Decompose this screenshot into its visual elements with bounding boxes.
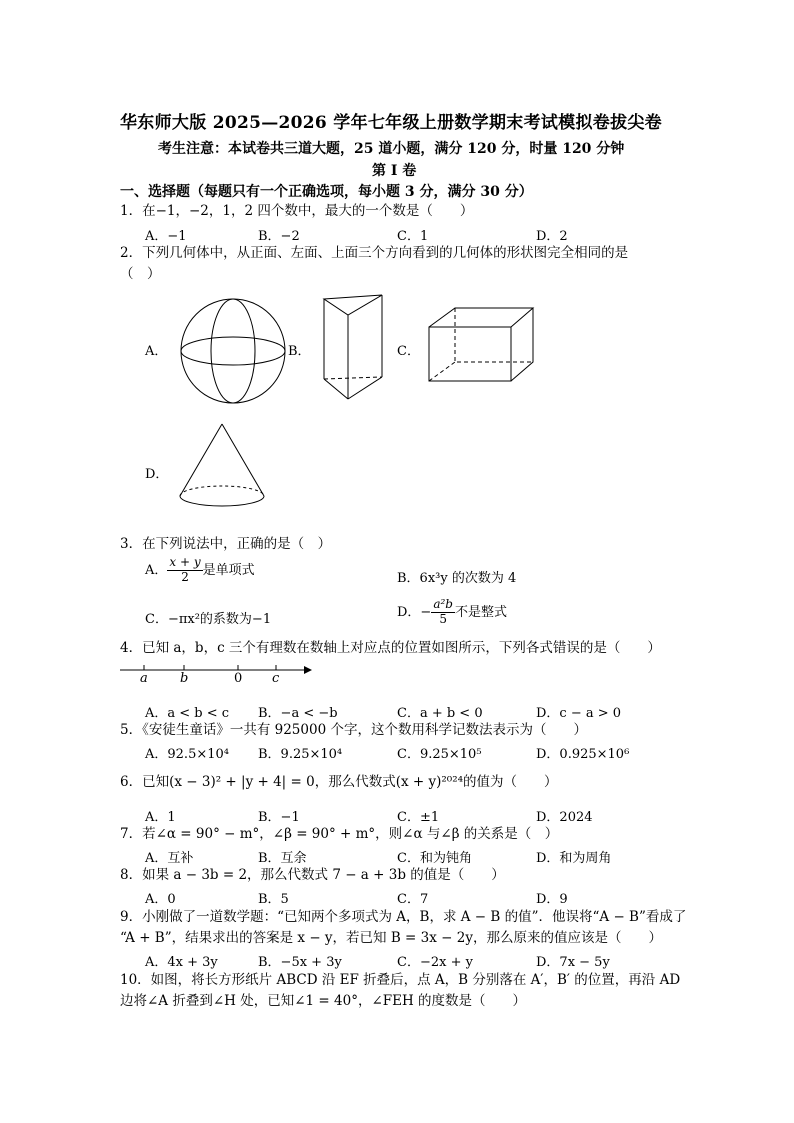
q9-option-d[interactable]: D．7x − 5y <box>536 955 610 970</box>
q3-option-a-fraction <box>167 556 202 585</box>
q8-option-d[interactable]: D．9 <box>536 892 568 907</box>
q3-option-a-label: A． <box>145 562 168 578</box>
q3-option-c[interactable]: C．−πx²的系数为−1 <box>145 612 272 627</box>
page-title: 华东师大版 2025—2026 学年七年级上册数学期末考试模拟卷拔尖卷 <box>120 113 662 133</box>
q9-option-b[interactable]: B．−5x + 3y <box>258 955 342 970</box>
fraction-denominator: 2 <box>181 569 189 584</box>
q6-option-c[interactable]: C．±1 <box>397 810 440 825</box>
fraction-numerator: x + y <box>169 555 201 569</box>
question-6-text: 6．已知(x − 3)² + |y + 4| = 0，那么代数式(x + y)²⁰²⁴的值为（ ） <box>120 774 558 790</box>
q5-option-d[interactable]: D．0.925×10⁶ <box>536 747 630 762</box>
cone-icon <box>177 422 269 512</box>
q7-option-b[interactable]: B．互余 <box>258 851 307 866</box>
q5-option-c[interactable]: C．9.25×10⁵ <box>397 747 482 762</box>
question-10-text: 10．如图，将长方形纸片 ABCD 沿 EF 折叠后，点 A，B 分别落在 A′，B′ 的位置，再沿 AD <box>120 972 681 988</box>
q7-option-c[interactable]: C．和为钝角 <box>397 851 472 866</box>
q6-option-a[interactable]: A．1 <box>145 810 176 825</box>
q2-option-b[interactable]: B． <box>288 344 311 359</box>
question-8-text: 8．如果 a − 3b = 2，那么代数式 7 − a + 3b 的值是（ ） <box>120 867 505 883</box>
q3-option-a[interactable] <box>145 556 255 585</box>
axis-label-zero: 0 <box>234 671 243 686</box>
q6-option-b[interactable]: B．−1 <box>258 810 300 825</box>
axis-label-a: a <box>140 671 148 686</box>
q1-option-c[interactable]: C．1 <box>397 229 429 244</box>
q6-option-d[interactable]: D．2024 <box>536 810 593 825</box>
question-5-text: 5．《安徒生童话》一共有 925000 个字，这个数用科学记数法表示为（ ） <box>120 722 587 738</box>
axis-label-b: b <box>180 671 189 686</box>
q5-option-b[interactable]: B．9.25×10⁴ <box>258 747 343 762</box>
axis-label-c: c <box>272 671 280 686</box>
q4-option-a[interactable]: A．a < b < c <box>145 706 230 721</box>
question-3-text: 3．在下列说法中，正确的是（ ） <box>120 536 332 552</box>
question-2-text: 2．下列几何体中，从正面、左面、上面三个方向看到的几何体的形状图完全相同的是 <box>120 245 629 261</box>
q7-option-a[interactable]: A．互补 <box>145 851 194 866</box>
question-7-text: 7．若∠α = 90° − m°，∠β = 90° + m°，则∠α 与∠β 的关系是（ ） <box>120 826 559 842</box>
question-4-text: 4．已知 a，b，c 三个有理数在数轴上对应点的位置如图所示，下列各式错误的是（ ） <box>120 640 661 656</box>
fraction-numerator: a²b <box>433 597 453 611</box>
q9-option-a[interactable]: A．4x + 3y <box>145 955 218 970</box>
q2-option-c[interactable]: C． <box>397 344 420 359</box>
q3-option-b[interactable]: B．6x³y 的次数为 4 <box>397 571 517 586</box>
sphere-icon <box>177 297 289 407</box>
q1-option-b[interactable]: B．−2 <box>258 229 300 244</box>
q8-option-a[interactable]: A．0 <box>145 892 176 907</box>
q3-option-d-fraction <box>431 598 455 627</box>
q3-option-d-suffix: 不是整式 <box>454 604 507 620</box>
q2-option-d[interactable]: D． <box>145 467 169 482</box>
question-10-text-cont: 边将∠A 折叠到∠H 处，已知∠1 = 40°，∠FEH 的度数是（ ） <box>120 993 527 1009</box>
q3-option-d[interactable] <box>397 598 507 627</box>
cuboid-icon <box>425 305 537 385</box>
fraction-denominator: 5 <box>439 611 447 626</box>
q8-option-b[interactable]: B．5 <box>258 892 289 907</box>
q1-option-d[interactable]: D．2 <box>536 229 568 244</box>
q3-option-d-label: D．− <box>397 604 432 620</box>
q1-option-a[interactable]: A．−1 <box>145 229 187 244</box>
question-9-text: 9．小刚做了一道数学题：“已知两个多项式为 A，B，求 A − B 的值”．他误将“A − B”看成了 <box>120 909 687 925</box>
question-2-text-cont: （ ） <box>120 266 161 282</box>
volume-label: 第 I 卷 <box>372 163 417 179</box>
q4-option-b[interactable]: B．−a < −b <box>258 706 338 721</box>
q5-option-a[interactable]: A．92.5×10⁴ <box>145 747 229 762</box>
section-heading: 一、选择题（每题只有一个正确选项，每小题 3 分，满分 30 分） <box>120 184 533 200</box>
q4-option-d[interactable]: D．c − a > 0 <box>536 706 622 721</box>
q8-option-c[interactable]: C．7 <box>397 892 429 907</box>
q7-option-d[interactable]: D．和为周角 <box>536 851 612 866</box>
question-1-text: 1．在−1，−2，1，2 四个数中，最大的一个数是（ ） <box>120 203 474 219</box>
exam-notice: 考生注意：本试卷共三道大题，25 道小题，满分 120 分，时量 120 分钟 <box>158 141 625 157</box>
q3-option-a-suffix: 是单项式 <box>202 562 255 578</box>
question-9-text-cont: “A + B”，结果求出的答案是 x − y，若已知 B = 3x − 2y，那么原来的值应该是（ ） <box>120 930 662 946</box>
triangular-prism-icon <box>318 293 390 405</box>
q4-option-c[interactable]: C．a + b < 0 <box>397 706 483 721</box>
q2-option-a[interactable]: A． <box>145 344 168 359</box>
q9-option-c[interactable]: C．−2x + y <box>397 955 473 970</box>
